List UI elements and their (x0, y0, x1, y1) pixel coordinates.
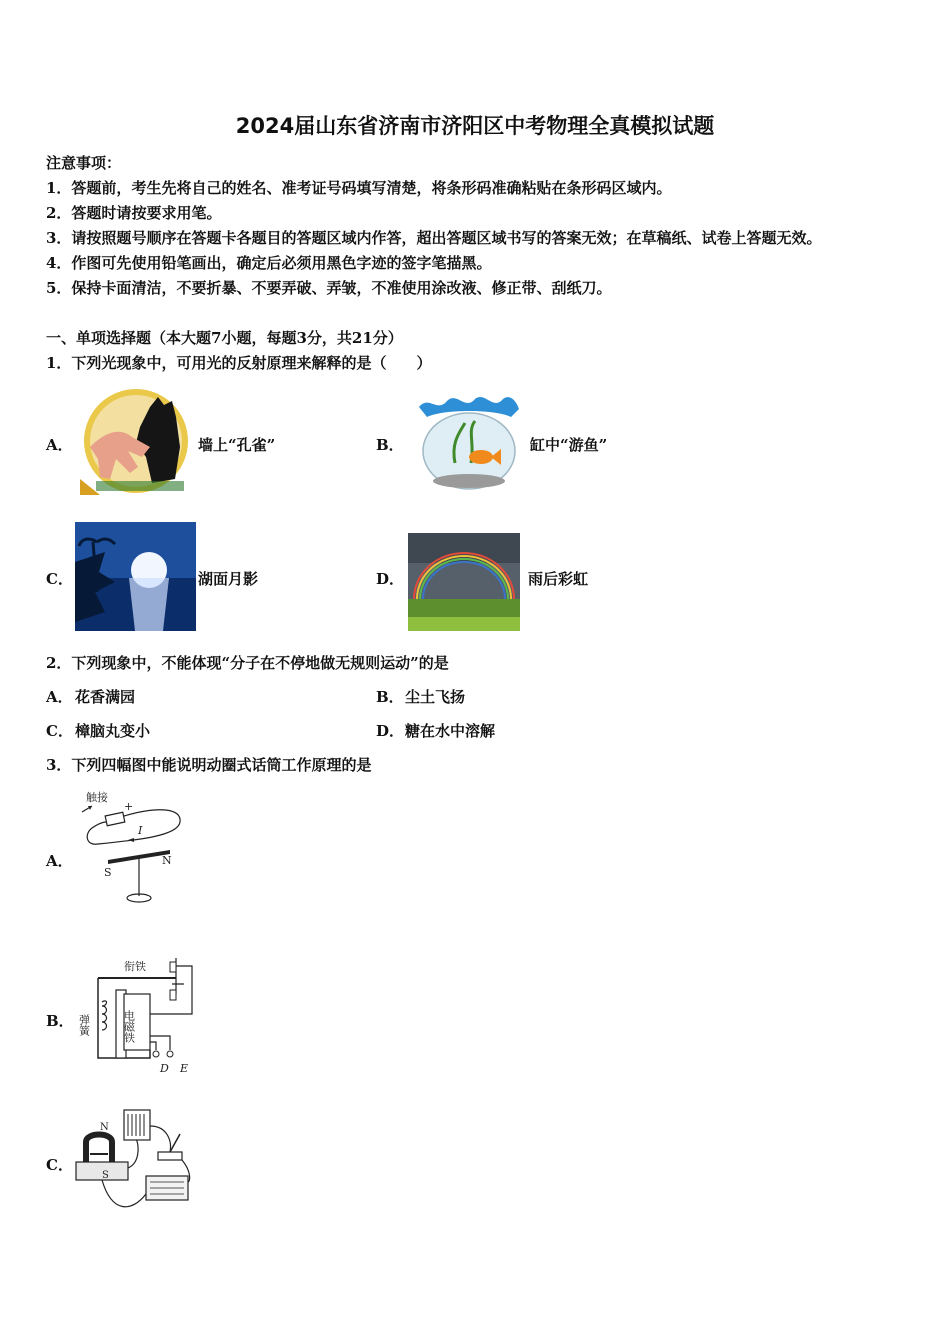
q1-option-d-text: 雨后彩虹 (528, 570, 589, 588)
fig-c-s-label: S (102, 1170, 109, 1181)
q3-figure-motor-circuit (72, 1102, 192, 1218)
q1-image-fish-bowl (415, 393, 523, 495)
q2-option-a-label: A． (46, 688, 73, 706)
q1-image-moon-reflection (75, 522, 196, 631)
notice-item: 4．作图可先使用铅笔画出，确定后必须用黑色字迹的签字笔描黑。 (46, 254, 492, 272)
question-1-stem: 1．下列光现象中，可用光的反射原理来解释的是（ ） (46, 354, 432, 372)
q3-option-b-label: B． (46, 1012, 74, 1030)
fig-b-e-label: E (180, 1062, 189, 1075)
q1-image-rainbow (408, 533, 520, 631)
q2-option-d-text: 糖在水中溶解 (405, 722, 496, 740)
q2-option-b-text: 尘土飞扬 (405, 688, 466, 706)
page-title: 2024届山东省济南市济阳区中考物理全真模拟试题 (235, 114, 715, 138)
q1-option-c-text: 湖面月影 (198, 570, 259, 588)
notice-heading: 注意事项： (46, 154, 122, 172)
q3-figure-oersted-experiment (78, 786, 190, 908)
q1-option-c-label: C． (46, 570, 73, 588)
q1-option-b-label: B． (376, 436, 404, 454)
q1-option-d-label: D． (376, 570, 405, 588)
q1-option-a-text: 墙上“孔雀” (198, 436, 276, 454)
q1-image-peacock-shadow (80, 387, 192, 495)
q2-option-a-text: 花香满园 (75, 688, 136, 706)
notice-item: 2．答题时请按要求用笔。 (46, 204, 222, 222)
fig-a-current-label: I (138, 824, 143, 837)
q3-option-c-label: C． (46, 1156, 73, 1174)
question-3-stem: 3．下列四幅图中能说明动圈式话筒工作原理的是 (46, 756, 372, 774)
fig-a-contact-label: 触接 (86, 791, 108, 804)
q2-option-c-text: 樟脑丸变小 (75, 722, 151, 740)
q2-option-d-label: D． (376, 722, 405, 740)
q1-option-b-text: 缸中“游鱼” (530, 436, 608, 454)
fig-a-n-label: N (162, 854, 172, 867)
notice-item: 1．答题前，考生先将自己的姓名、准考证号码填写清楚，将条形码准确粘贴在条形码区域内。 (46, 179, 672, 197)
notice-item: 3．请按照题号顺序在答题卡各题目的答题区域内作答，超出答题区域书写的答案无效；在草稿纸、试卷上答题无效。 (46, 229, 822, 247)
fig-b-magnet-label: 电磁铁 (122, 1010, 136, 1043)
q2-option-b-label: B． (376, 688, 404, 706)
q2-option-c-label: C． (46, 722, 73, 740)
q1-option-a-label: A． (46, 436, 73, 454)
question-2-stem: 2．下列现象中，不能体现“分子在不停地做无规则运动”的是 (46, 654, 449, 672)
fig-a-plus-label: + (124, 800, 134, 813)
fig-b-spring-label: 弹簧 (77, 1014, 91, 1036)
section-heading: 一、单项选择题（本大题7小题，每题3分，共21分） (46, 329, 403, 347)
q3-option-a-label: A． (46, 852, 73, 870)
notice-item: 5．保持卡面清洁，不要折暴、不要弄破、弄皱，不准使用涂改液、修正带、刮纸刀。 (46, 279, 612, 297)
q3-figure-electromagnetic-relay (77, 954, 198, 1078)
fig-c-n-label: N (100, 1122, 109, 1133)
fig-a-s-label: S (104, 866, 112, 879)
fig-b-armature-label: 衔铁 (124, 960, 146, 973)
fig-b-d-label: D (160, 1062, 169, 1075)
